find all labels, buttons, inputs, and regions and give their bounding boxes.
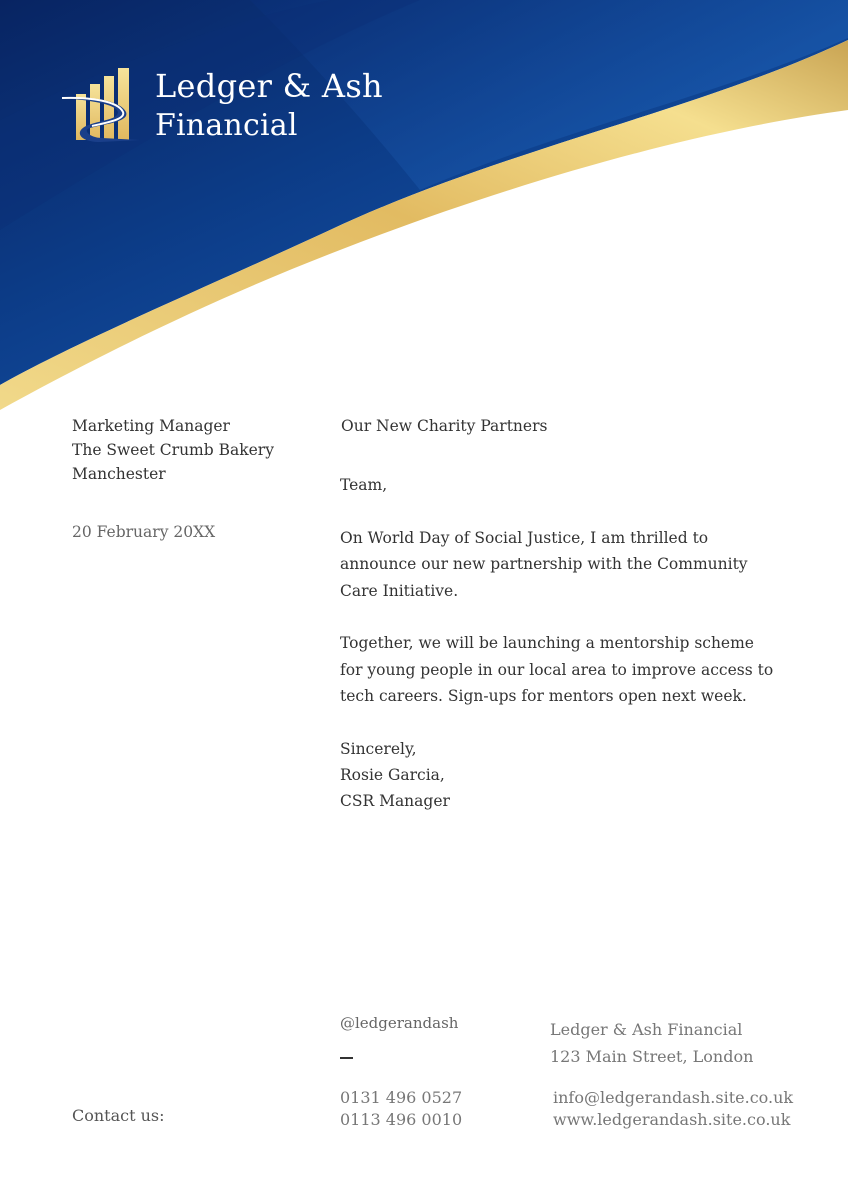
letter-paragraph-2: Together, we will be launching a mentorship scheme for young people in our local area to improve access to tech careers. Sign-ups for mentors open next week. [340, 634, 774, 705]
brand-line1: Ledger & Ash [155, 67, 383, 105]
footer-address: 123 Main Street, London [550, 1047, 754, 1066]
letter-closing: Sincerely, [340, 739, 417, 758]
signature-block [340, 736, 780, 814]
recipient-company: The Sweet Crumb Bakery [72, 441, 274, 459]
company-logo-icon [60, 66, 144, 144]
recipient-title: Marketing Manager [72, 417, 230, 435]
letter-date: 20 February 20XX [72, 523, 216, 541]
footer-company-name: Ledger & Ash Financial [550, 1020, 743, 1039]
letter-paragraph-1: On World Day of Social Justice, I am thrilled to announce our new partnership with the Community Care Initiative. [340, 528, 748, 600]
social-handle[interactable]: @ledgerandash [340, 1014, 459, 1032]
footer-website[interactable]: www.ledgerandash.site.co.uk [553, 1110, 791, 1129]
footer-company [550, 1016, 753, 1070]
brand-name [155, 66, 383, 146]
signer-name: Rosie Garcia, [340, 765, 445, 784]
phone-2[interactable]: 0113 496 0010 [340, 1110, 463, 1129]
phone-1[interactable]: 0131 496 0527 [340, 1088, 463, 1107]
signer-title: CSR Manager [340, 791, 450, 810]
header-decoration [0, 0, 848, 420]
recipient-city: Manchester [72, 465, 166, 483]
letter-body [340, 472, 780, 814]
footer-web [553, 1087, 793, 1131]
contact-label: Contact us: [72, 1106, 165, 1125]
letter-subject: Our New Charity Partners [341, 417, 548, 435]
phone-numbers [340, 1087, 462, 1131]
footer-divider [340, 1057, 353, 1059]
brand-line2: Financial [155, 108, 298, 143]
recipient-block [72, 414, 274, 486]
footer-email[interactable]: info@ledgerandash.site.co.uk [553, 1088, 794, 1107]
letter-greeting: Team, [340, 476, 388, 494]
